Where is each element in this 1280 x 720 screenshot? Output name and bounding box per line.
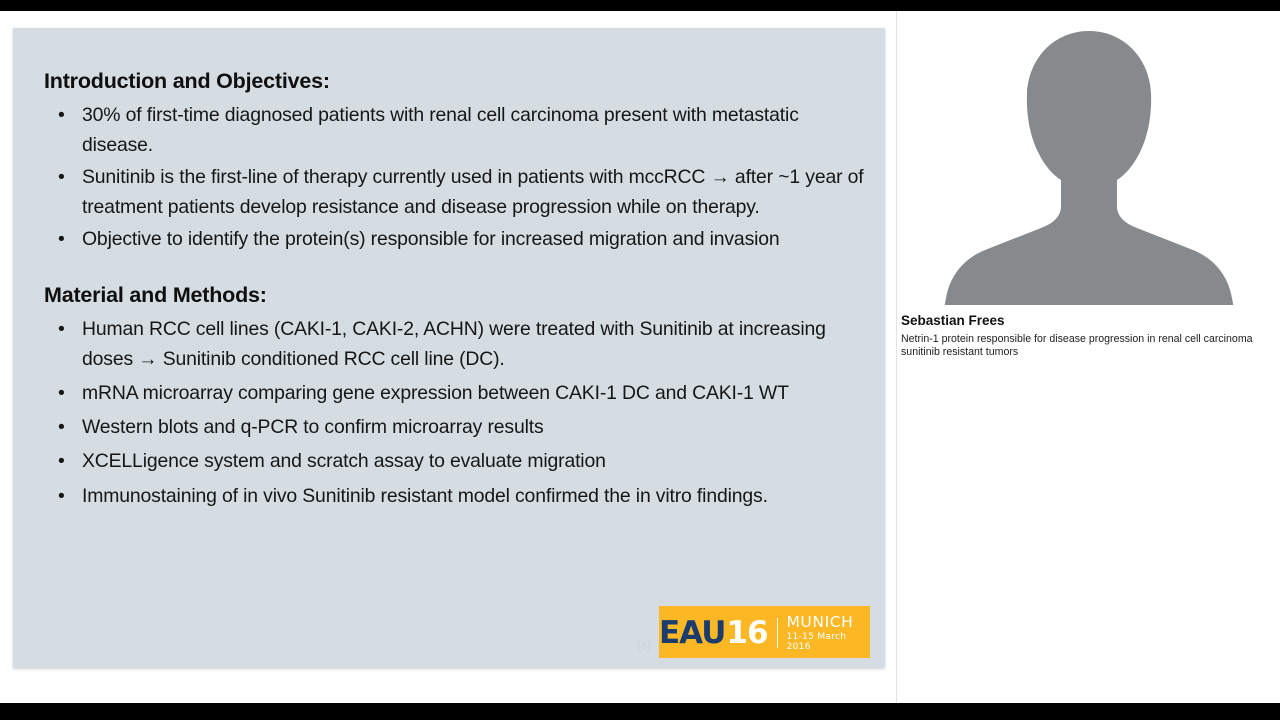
bullet-dot-icon: • xyxy=(58,228,65,251)
bullet-text: mRNA microarray comparing gene expression between CAKI-1 DC and CAKI-1 WT xyxy=(82,382,789,405)
speaker-presentation-title: Netrin-1 protein responsible for disease progression in renal cell carcinoma sunitinib resistant tumors xyxy=(901,332,1253,358)
list-item xyxy=(44,378,865,408)
logo-dates-text: 11-15 March 2016 xyxy=(786,631,847,653)
list-item xyxy=(44,314,865,374)
bullet-dot-icon: • xyxy=(58,318,65,341)
speaker-panel xyxy=(898,11,1280,703)
list-item xyxy=(44,481,865,511)
bullet-dot-icon: • xyxy=(58,450,65,473)
speaker-name: Sebastian Frees xyxy=(901,313,1005,328)
bullet-text: Immunostaining of in vivo Sunitinib resistant model confirmed the in vitro findings. xyxy=(82,484,768,507)
speaker-photo xyxy=(898,11,1280,305)
bullet-dot-icon: • xyxy=(58,416,65,439)
logo-city-text: MUNICH xyxy=(786,613,854,632)
speaker-meta xyxy=(901,313,1277,359)
bullet-list-introduction xyxy=(44,100,865,254)
person-silhouette-icon xyxy=(898,11,1280,305)
slide-content xyxy=(44,68,865,515)
viewer-stage xyxy=(0,11,1280,703)
logo-year-text: 16 xyxy=(726,614,768,651)
eau16-congress-logo xyxy=(659,606,870,658)
list-item xyxy=(44,224,865,254)
bullet-text: Sunitinib is the first-line of therapy currently used in patients with mccRCC → after ~1 year of treatment patients develop resistance and disease progression while on therapy. xyxy=(82,166,864,219)
letterbox-top-bar xyxy=(0,0,1280,11)
bullet-text: Human RCC cell lines (CAKI-1, CAKI-2, ACHN) were treated with Sunitinib at increasing doses → Sunitinib conditioned RCC cell line (DC). xyxy=(82,318,826,371)
list-item xyxy=(44,412,865,442)
logo-divider xyxy=(777,618,779,648)
list-item xyxy=(44,162,865,222)
bullet-dot-icon: • xyxy=(58,382,65,405)
slide-heading-introduction: Introduction and Objectives: xyxy=(44,69,330,93)
letterbox-bottom-bar xyxy=(0,703,1280,720)
logo-city-block xyxy=(786,614,870,652)
list-item xyxy=(44,446,865,476)
bullet-text: XCELLigence system and scratch assay to evaluate migration xyxy=(82,450,606,473)
slide-heading-material-methods: Material and Methods: xyxy=(44,283,267,308)
presentation-slide[interactable] xyxy=(13,28,885,668)
bullet-dot-icon: • xyxy=(58,166,65,189)
logo-inner xyxy=(659,605,870,659)
bullet-text: 30% of first-time diagnosed patients with renal cell carcinoma present with metastatic disease. xyxy=(82,103,799,156)
bullet-text: Western blots and q-PCR to confirm microarray results xyxy=(82,416,544,439)
logo-brand-text: EAU xyxy=(659,614,726,651)
bullet-dot-icon: • xyxy=(58,484,65,507)
slide-watermark: (c) xyxy=(637,640,652,652)
bullet-dot-icon: • xyxy=(58,103,65,126)
bullet-text: Objective to identify the protein(s) responsible for increased migration and invasion xyxy=(82,228,780,251)
slide-panel xyxy=(0,11,897,703)
bullet-list-material-methods xyxy=(44,314,865,510)
list-item xyxy=(44,100,865,160)
